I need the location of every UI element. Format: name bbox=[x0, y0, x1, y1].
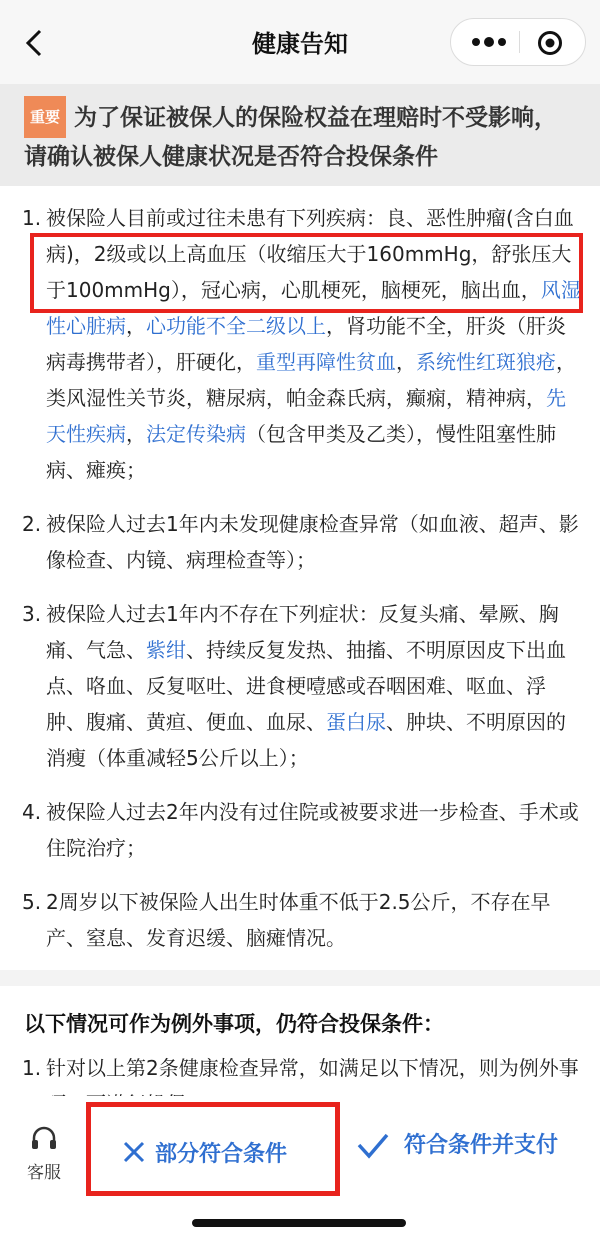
health-conditions-list bbox=[22, 200, 582, 956]
condition-text-segment: 被保险人目前或过往未患有下列疾病：良、恶性肿瘤(含白血病)，2级或以上高血压（收缩压大于160mmHg，舒张压大于100mmHg），冠心病，心肌梗死，脑梗死，脑出血， bbox=[46, 206, 574, 302]
condition-text bbox=[46, 794, 582, 866]
condition-text-segment: 被保险人过去1年内不存在下列症状：反复头痛、晕厥、胸痛、气急、 bbox=[46, 602, 559, 662]
condition-text bbox=[46, 200, 582, 488]
nav-header bbox=[0, 0, 600, 84]
notice-text bbox=[24, 96, 576, 176]
condition-text-segment: 、肿块、不明原因的消瘦（体重减轻5公斤以上）； bbox=[46, 710, 566, 770]
exceptions-title: 以下情况可作为例外事项，仍符合投保条件： bbox=[24, 1012, 444, 1036]
condition-item bbox=[22, 596, 582, 776]
section-separator bbox=[0, 970, 600, 986]
exception-number: 1. bbox=[22, 1056, 42, 1080]
condition-text-segment: 、持续反复发热、抽搐、不明原因皮下出血点、咯血、反复呕吐、进食梗噎感或吞咽困难、呕血、浮肿、腹痛、黄疸、便血、血尿、 bbox=[46, 638, 566, 734]
close-target-icon[interactable] bbox=[537, 30, 563, 56]
condition-text bbox=[46, 596, 582, 776]
condition-text-segment: 2周岁以下被保险人出生时体重不低于2.5公斤，不存在早产、窒息、发育迟缓、脑瘫情况。 bbox=[46, 890, 551, 950]
headset-icon bbox=[29, 1124, 59, 1154]
close-x-icon bbox=[123, 1141, 145, 1163]
condition-text bbox=[46, 884, 582, 956]
item-gap bbox=[22, 488, 582, 506]
condition-item bbox=[22, 200, 582, 488]
eligible-and-pay-label: 符合条件并支付 bbox=[404, 1133, 559, 1158]
notice-message: 为了保证被保人的保险权益在理赔时不受影响，请确认被保人健康状况是否符合投保条件 bbox=[24, 105, 558, 170]
condition-text-segment: ，类风湿性关节炎，糖尿病，帕金森氏病，癫痫，精神病， bbox=[46, 350, 576, 410]
disease-link[interactable]: 系统性红斑狼疮 bbox=[416, 350, 556, 374]
condition-text bbox=[46, 506, 582, 578]
condition-text-segment: ， bbox=[126, 422, 146, 446]
condition-item bbox=[22, 506, 582, 578]
disease-link[interactable]: 重型再障性贫血 bbox=[256, 350, 396, 374]
customer-service-label: 客服 bbox=[27, 1163, 61, 1183]
condition-text-segment: ， bbox=[396, 350, 416, 374]
disease-link[interactable]: 紫绀 bbox=[146, 638, 186, 662]
mini-program-capsule bbox=[450, 18, 586, 66]
item-gap bbox=[22, 866, 582, 884]
condition-item bbox=[22, 884, 582, 956]
item-gap bbox=[22, 578, 582, 596]
bottom-action-bar bbox=[0, 1096, 600, 1233]
disease-link[interactable]: 法定传染病 bbox=[146, 422, 246, 446]
important-notice bbox=[0, 84, 600, 186]
condition-number: 4. bbox=[22, 800, 42, 824]
exception-text: 针对以上第2条健康检查异常，如满足以下情况，则为例外事 bbox=[46, 1056, 579, 1080]
item-gap bbox=[22, 776, 582, 794]
important-tag: 重要 bbox=[24, 96, 66, 138]
condition-text-segment: 被保险人过去2年内没有过住院或被要求进一步检查、手术或住院治疗； bbox=[46, 800, 579, 860]
condition-number: 2. bbox=[22, 512, 42, 536]
disease-link[interactable]: 先天性疾病 bbox=[46, 386, 566, 446]
condition-text-segment: 被保险人过去1年内未发现健康检查异常（如血液、超声、影像检查、内镜、病理检查等）； bbox=[46, 512, 579, 572]
condition-number: 5. bbox=[22, 890, 42, 914]
condition-number: 1. bbox=[22, 206, 42, 230]
customer-service-button[interactable] bbox=[18, 1124, 70, 1184]
partially-eligible-button[interactable] bbox=[86, 1102, 340, 1196]
condition-text-segment: （包含甲类及乙类），慢性阻塞性肺病、瘫痪； bbox=[46, 422, 556, 482]
more-icon[interactable] bbox=[469, 31, 509, 53]
disease-link[interactable]: 蛋白尿 bbox=[326, 710, 386, 734]
capsule-divider bbox=[519, 31, 520, 53]
partially-eligible-label: 部分符合条件 bbox=[155, 1142, 288, 1167]
condition-text-segment: ，肾功能不全，肝炎（肝炎病毒携带者），肝硬化， bbox=[46, 314, 566, 374]
home-indicator bbox=[192, 1219, 406, 1227]
page-title: 健康告知 bbox=[252, 30, 348, 58]
checkmark-icon bbox=[356, 1128, 390, 1162]
condition-item bbox=[22, 794, 582, 866]
condition-number: 3. bbox=[22, 602, 42, 626]
condition-text-segment: ， bbox=[126, 314, 146, 338]
disease-link[interactable]: 风湿性心脏病 bbox=[46, 278, 581, 338]
eligible-and-pay-button[interactable] bbox=[356, 1126, 596, 1176]
disease-link[interactable]: 心功能不全二级以上 bbox=[146, 314, 326, 338]
